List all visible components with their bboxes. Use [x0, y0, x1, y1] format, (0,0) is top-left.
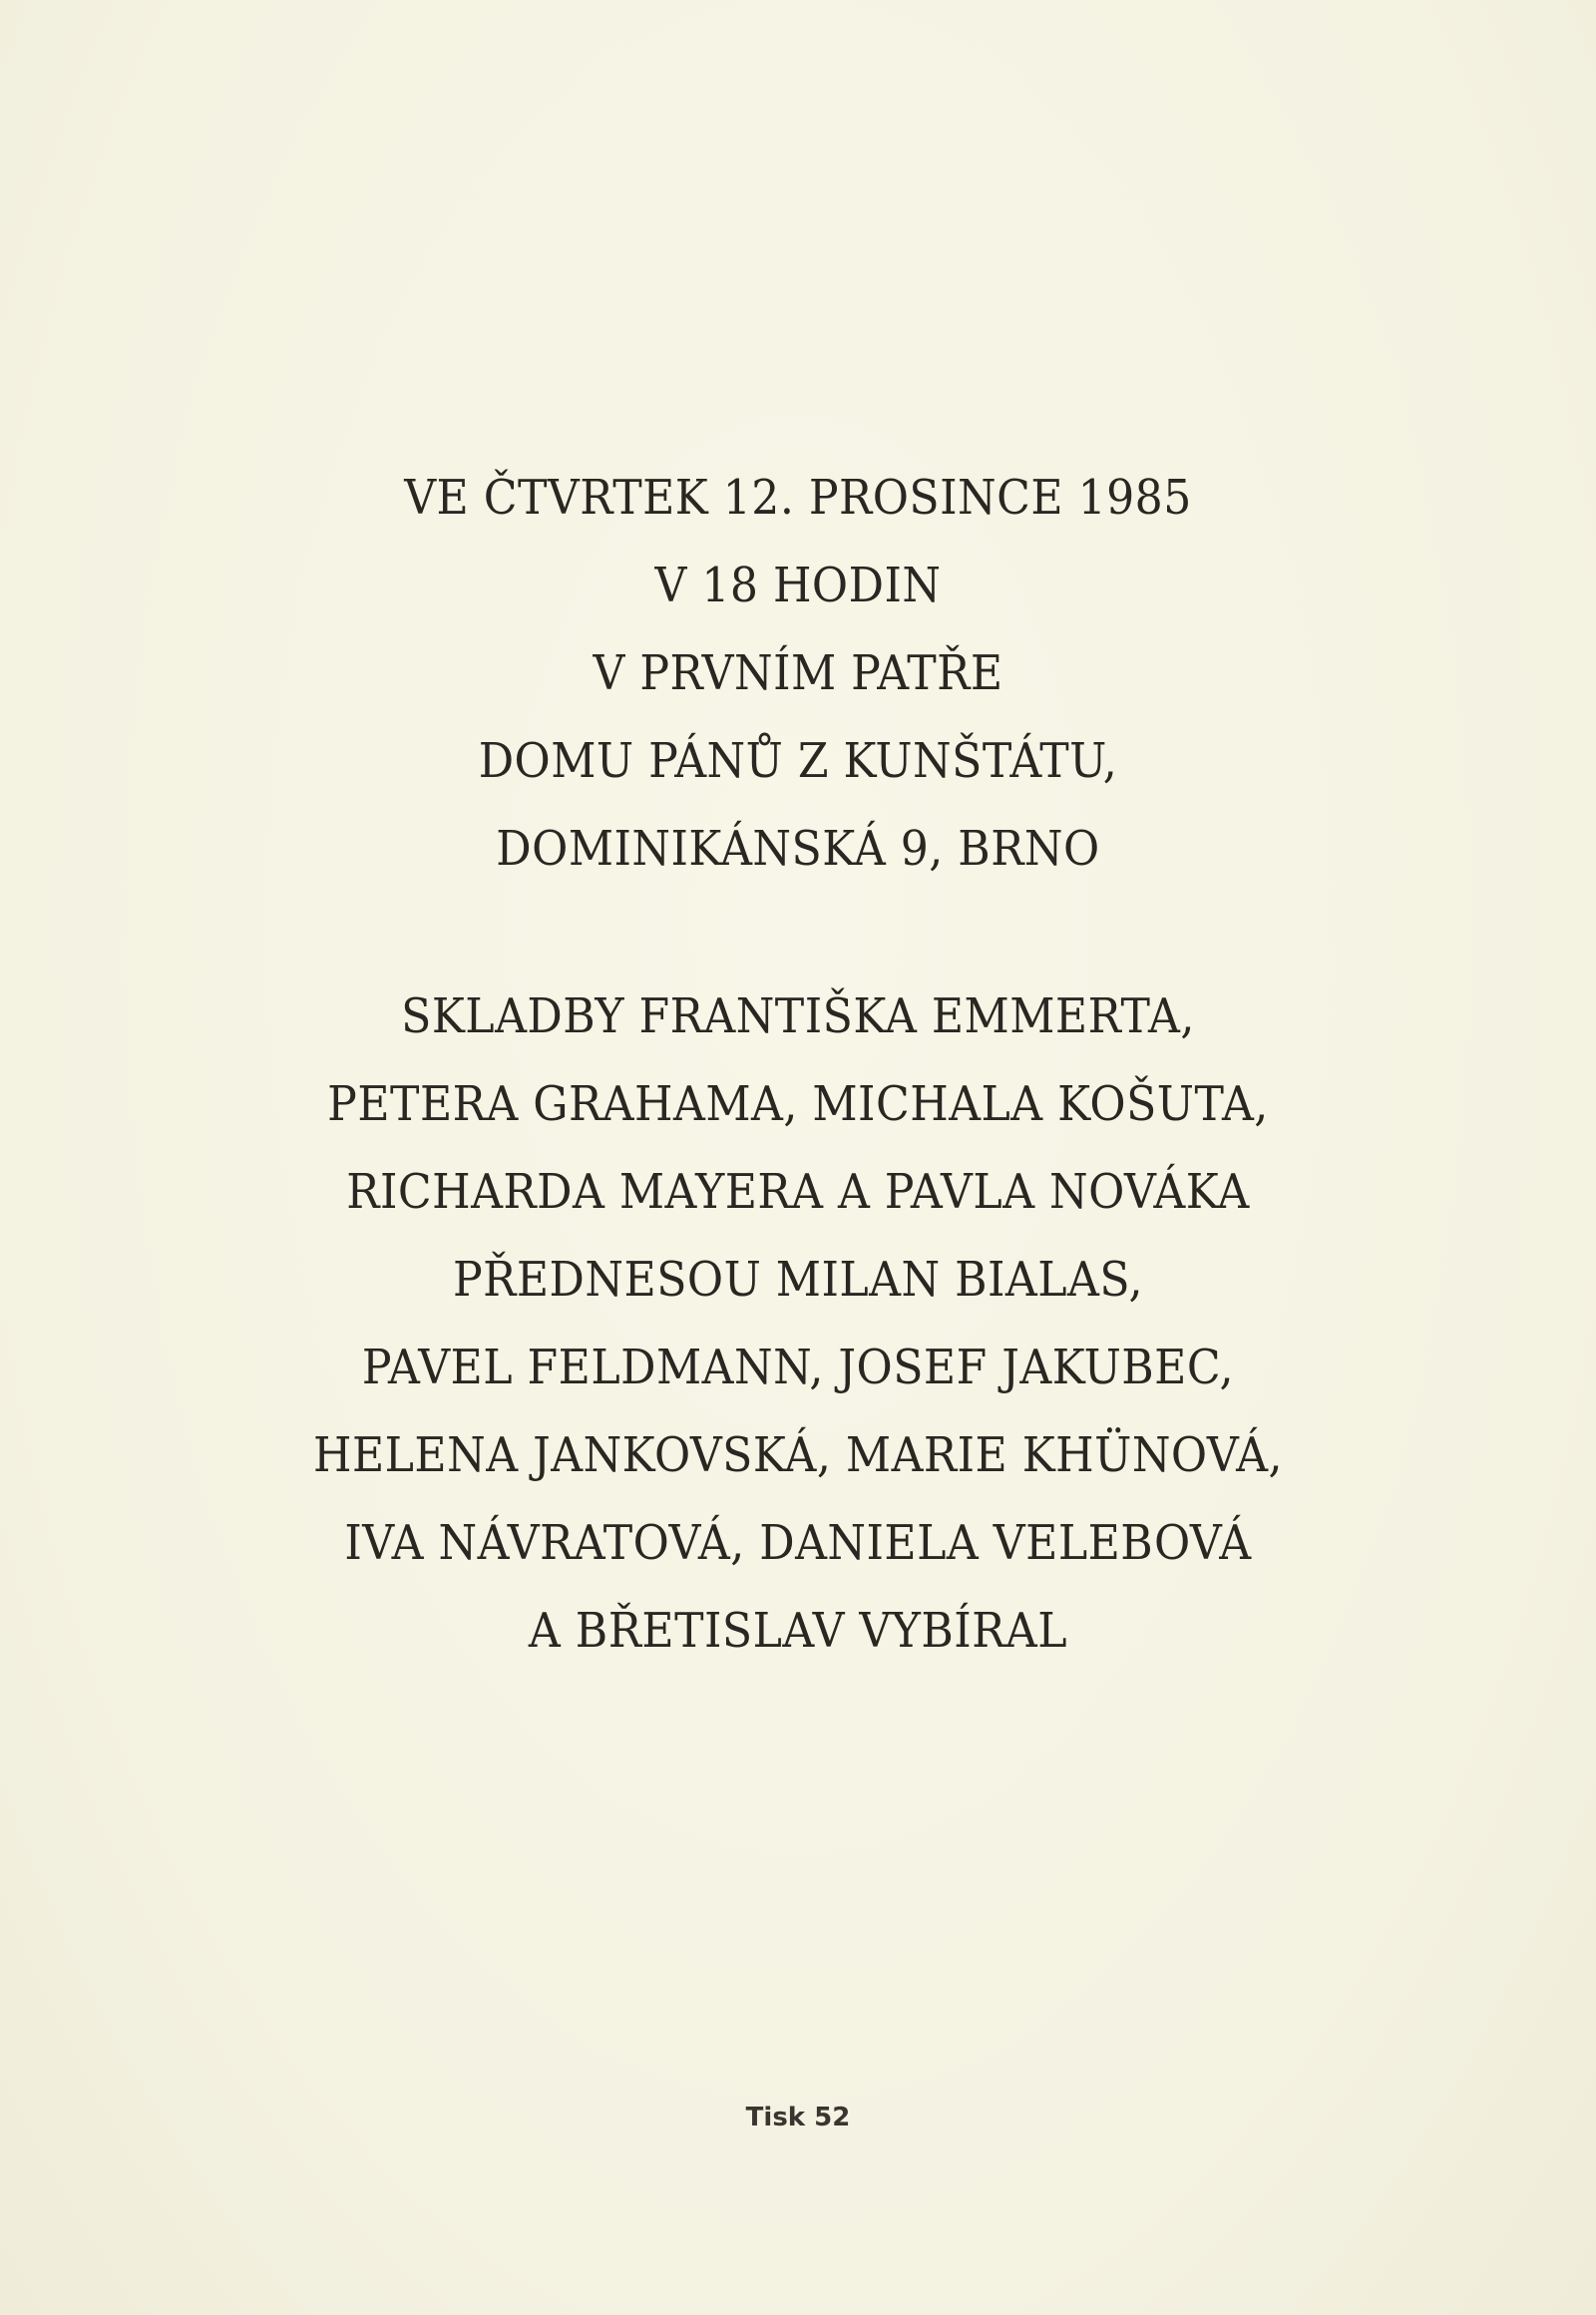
program-line: HELENA JANKOVSKÁ, MARIE KHÜNOVÁ,: [312, 1427, 1284, 1483]
program-details: [0, 972, 1596, 1675]
program-line: A BŘETISLAV VYBÍRAL: [528, 1603, 1068, 1659]
event-venue-line: DOMU PÁNŮ Z KUNŠTÁTU,: [478, 733, 1118, 789]
program-line: SKLADBY FRANTIŠKA EMMERTA,: [401, 988, 1195, 1044]
program-line: RICHARDA MAYERA A PAVLA NOVÁKA: [346, 1164, 1250, 1220]
event-details: [0, 454, 1596, 893]
event-address-line: DOMINIKÁNSKÁ 9, BRNO: [496, 821, 1100, 877]
program-line: PETERA GRAHAMA, MICHALA KOŠUTA,: [327, 1076, 1269, 1132]
program-line: PŘEDNESOU MILAN BIALAS,: [452, 1252, 1144, 1308]
print-mark: Tisk 52: [745, 2103, 851, 2132]
event-time-line: V 18 HODIN: [654, 558, 942, 613]
event-date-line: VE ČTVRTEK 12. PROSINCE 1985: [404, 470, 1192, 526]
event-floor-line: V PRVNÍM PATŘE: [593, 645, 1003, 701]
program-line: IVA NÁVRATOVÁ, DANIELA VELEBOVÁ: [344, 1515, 1252, 1571]
program-line: PAVEL FELDMANN, JOSEF JAKUBEC,: [361, 1340, 1235, 1395]
